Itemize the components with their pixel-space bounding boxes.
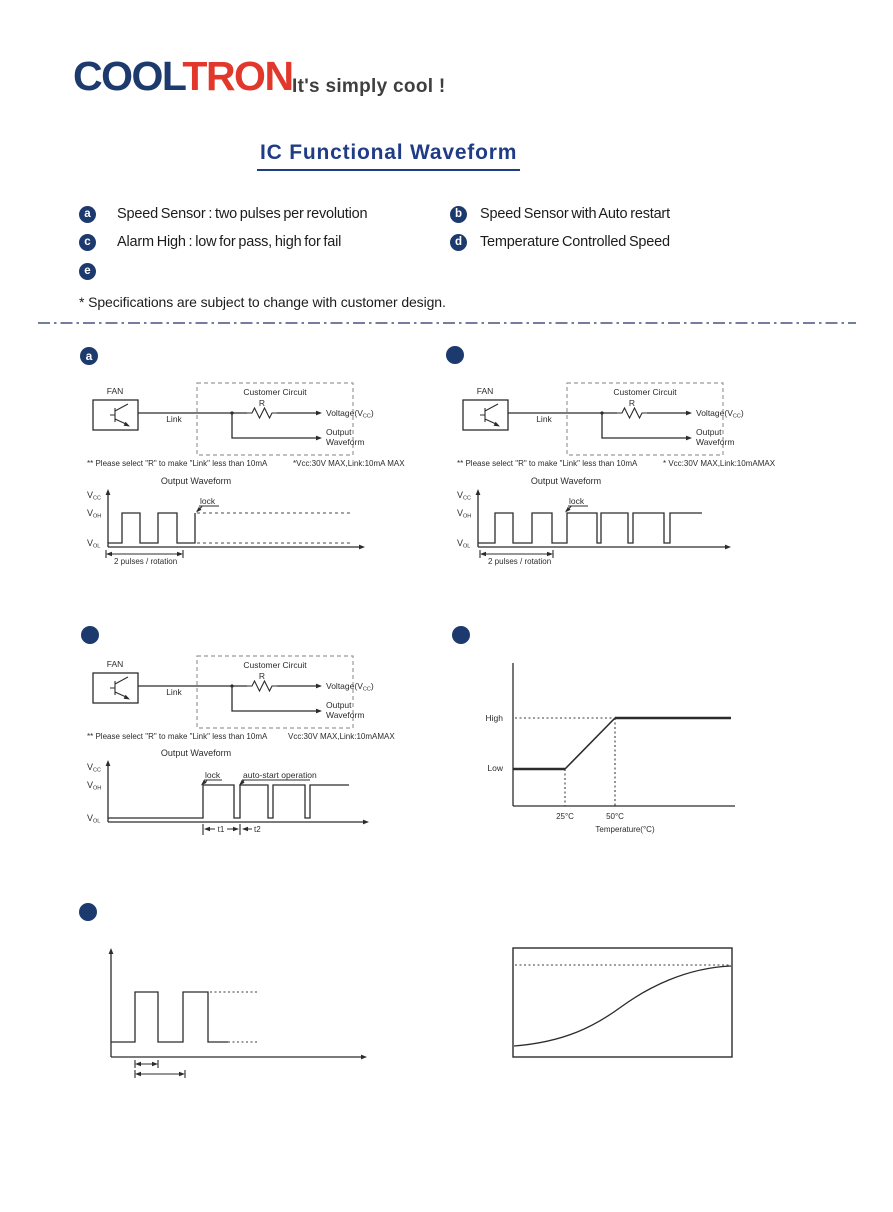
diagram-badge-a-letter: a (85, 349, 93, 363)
resistor-symbol (247, 408, 277, 418)
voh-sub: OH (93, 785, 102, 792)
voh-label (87, 508, 101, 520)
voh-v: V (87, 780, 94, 790)
chart-axes (513, 663, 735, 806)
reference-dotted-lines (515, 718, 615, 806)
vol-label (457, 538, 470, 550)
lock-annotation (565, 496, 588, 513)
fan-block (463, 386, 508, 430)
voh-v: V (87, 508, 94, 518)
vcc-label (87, 762, 101, 774)
lock-label: lock (200, 496, 216, 506)
footnote-right: Vcc:30V MAX,Link:10mAMAX (288, 732, 395, 741)
lock-dashed-levels (197, 513, 352, 543)
spec-note: * Specifications are subject to change with customer design. (79, 294, 446, 310)
voltage-label-pre: Voltage(V (696, 408, 733, 418)
footnote-left: ** Please select "R" to make "Link" less than 10mA (87, 459, 268, 468)
diagram-badge-b (446, 346, 464, 364)
footnote-left: ** Please select "R" to make "Link" less than 10mA (87, 732, 268, 741)
bullet-badge-c-letter: c (84, 235, 91, 248)
page-title: IC Functional Waveform (257, 141, 520, 171)
temperature-speed-chart (450, 618, 780, 848)
circuit-diagram-a (75, 378, 405, 478)
lock-annotation (196, 496, 219, 513)
output-label-line2: Waveform (326, 437, 365, 447)
voltage-label (696, 408, 744, 420)
vcc-sub: CC (93, 767, 101, 774)
bullet-badge-b (450, 206, 467, 223)
t2-label: t2 (254, 825, 261, 834)
vol-label (87, 538, 100, 550)
waveform-title: Output Waveform (160, 748, 232, 758)
voltage-label-pre: Voltage(V (326, 408, 363, 418)
circuit-wires (138, 681, 322, 713)
pulse-wave (108, 513, 195, 543)
voh-sub: OH (93, 513, 102, 520)
voltage-label-sub: CC (362, 686, 371, 693)
footnote-right: * Vcc:30V MAX,Link:10mAMAX (663, 459, 776, 468)
t1-label: t1 (217, 825, 225, 834)
output-waveform-a (78, 476, 378, 570)
output-label-line2: Waveform (326, 710, 365, 720)
output-waveform-b (448, 476, 748, 570)
voltage-label-post: ) (370, 408, 374, 418)
vol-v: V (87, 813, 94, 823)
vol-sub: OL (93, 818, 101, 825)
pulses-label: 2 pulses / rotation (114, 557, 178, 566)
footnote-right: *Vcc:30V MAX,Link:10mA MAX (293, 459, 405, 468)
output-label-line1: Output (326, 700, 352, 710)
vcc-label (457, 490, 471, 502)
diagram-badge-c (81, 626, 99, 644)
high-level-label: High (485, 713, 503, 723)
customer-circuit-label: Customer Circuit (243, 660, 307, 670)
circuit-diagram-b (445, 378, 776, 478)
waveform-axes (109, 948, 367, 1059)
circuit-diagram-c (75, 651, 395, 751)
fan-block (93, 386, 138, 430)
vol-v: V (87, 538, 94, 548)
vol-sub: OL (463, 543, 471, 550)
pulse-width-measure (135, 1060, 158, 1068)
alarm-wave (108, 785, 349, 818)
lock-label: lock (205, 770, 221, 780)
link-label: Link (166, 414, 182, 424)
bullet-badge-b-letter: b (454, 207, 463, 220)
logo-tagline: It's simply cool ! (292, 76, 446, 97)
feature-text-d: Temperature Controlled Speed (480, 234, 670, 250)
pulse-wave-autorestart (478, 513, 702, 543)
resistor-symbol (617, 408, 647, 418)
cooltron-logo (73, 53, 293, 99)
pulse-period-measure (135, 1070, 185, 1078)
resistor-label: R (258, 671, 266, 681)
bullet-badge-e-letter: e (84, 264, 91, 277)
output-label-line2: Waveform (696, 437, 735, 447)
vol-v: V (457, 538, 464, 548)
voh-label (457, 508, 471, 520)
circuit-wires (508, 408, 692, 440)
circuit-wires (138, 408, 322, 440)
voltage-label (326, 408, 374, 420)
autostart-label: auto-start operation (243, 770, 317, 780)
bullet-badge-d (450, 234, 467, 251)
voh-sub: OH (463, 513, 472, 520)
diagram-badge-a (80, 347, 98, 365)
s-curve-box (505, 940, 745, 1065)
link-label: Link (166, 687, 182, 697)
tick-25c: 25°C (556, 812, 574, 821)
lock-label: lock (569, 496, 585, 506)
vcc-sub: CC (463, 495, 471, 502)
waveform-title: Output Waveform (530, 476, 602, 486)
fan-label: FAN (106, 659, 124, 669)
feature-text-a: Speed Sensor : two pulses per revolution (117, 206, 368, 222)
curve-frame (513, 948, 732, 1057)
voltage-label-post: ) (740, 408, 744, 418)
resistor-label: R (628, 398, 636, 408)
waveform-axes (106, 760, 369, 824)
low-level-label: Low (487, 763, 503, 773)
vcc-v: V (457, 490, 464, 500)
resistor-symbol (247, 681, 277, 691)
bullet-badge-c (79, 234, 96, 251)
voltage-label-post: ) (370, 681, 374, 691)
vol-label (87, 813, 100, 825)
link-label: Link (536, 414, 552, 424)
pulses-label: 2 pulses / rotation (488, 557, 552, 566)
voltage-label-pre: Voltage(V (326, 681, 363, 691)
temperature-axis-label: Temperature(°C) (595, 825, 655, 834)
lock-annotation (201, 770, 222, 786)
voltage-label (326, 681, 374, 693)
autostart-annotation (239, 770, 317, 786)
voh-v: V (457, 508, 464, 518)
fan-label: FAN (476, 386, 494, 396)
vcc-sub: CC (93, 495, 101, 502)
bullet-badge-a (79, 206, 96, 223)
fan-block (93, 659, 138, 703)
separator-line (36, 318, 858, 328)
transistor-emitter-arrow (124, 422, 130, 427)
vcc-v: V (87, 490, 94, 500)
waveform-title: Output Waveform (160, 476, 232, 486)
pulses-measure (106, 550, 183, 566)
pulse-wave (111, 992, 228, 1042)
speed-curve (513, 718, 731, 769)
output-label-line1: Output (696, 427, 722, 437)
customer-circuit-label: Customer Circuit (613, 387, 677, 397)
logo-cool-text: COOL (73, 53, 183, 99)
bullet-badge-d-letter: d (454, 235, 463, 248)
waveform-axes (106, 489, 365, 549)
t1-t2-measure (203, 824, 261, 835)
resistor-label: R (258, 398, 266, 408)
customer-circuit-label: Customer Circuit (243, 387, 307, 397)
footnote-left: ** Please select "R" to make "Link" less than 10mA (457, 459, 638, 468)
waveform-axes (476, 489, 731, 549)
feature-text-c: Alarm High : low for pass, high for fail (117, 234, 342, 250)
fan-label: FAN (106, 386, 124, 396)
voh-label (87, 780, 101, 792)
output-label-line1: Output (326, 427, 352, 437)
bullet-badge-a-letter: a (84, 207, 91, 220)
voltage-label-sub: CC (362, 413, 371, 420)
continuation-dotted-levels (210, 992, 258, 1042)
pulses-measure (480, 550, 553, 566)
logo-tron-text: TRON (182, 53, 293, 99)
output-waveform-c (78, 748, 390, 845)
vcc-v: V (87, 762, 94, 772)
vol-sub: OL (93, 543, 101, 550)
voltage-label-sub: CC (732, 413, 741, 420)
tick-50c: 50°C (606, 812, 624, 821)
pulse-diagram-e (70, 895, 405, 1090)
s-curve (514, 966, 731, 1046)
feature-text-b: Speed Sensor with Auto restart (480, 206, 670, 222)
bullet-badge-e (79, 263, 96, 280)
vcc-label (87, 490, 101, 502)
